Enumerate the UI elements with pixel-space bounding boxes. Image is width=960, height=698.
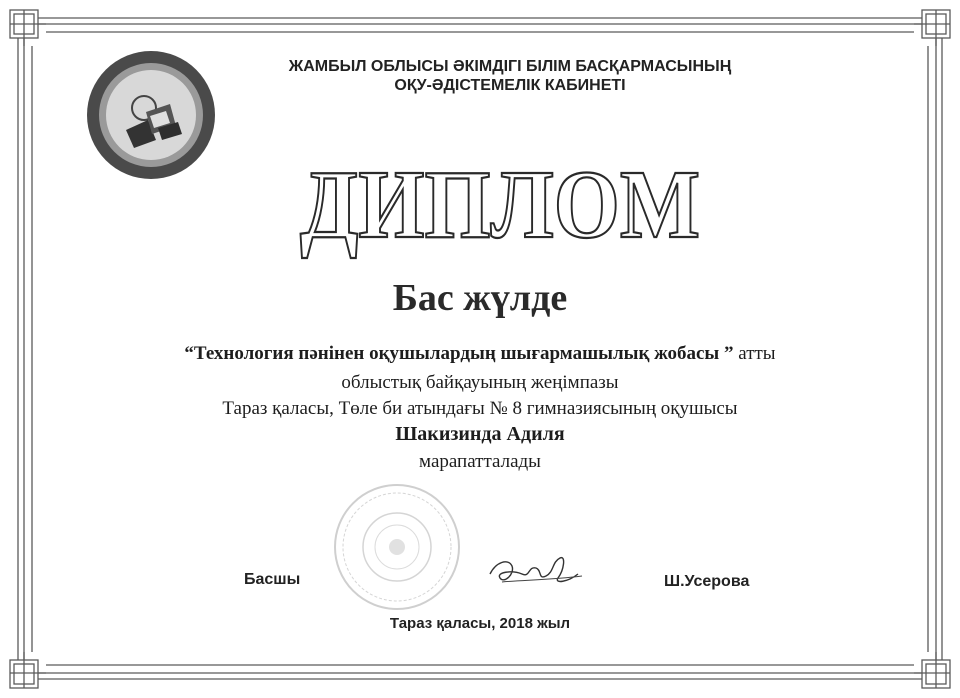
official-seal (332, 482, 462, 612)
signature (482, 544, 592, 594)
school-line: Тараз қаласы, Төле би атындағы № 8 гимназиясының оқушысы (222, 398, 738, 419)
project-title: “Технология пәнінен оқушылардың шығармашылық жобасы ” (184, 343, 734, 364)
org-name-line-1: ЖАМБЫЛ ОБЛЫСЫ ӘКІМДІГІ БІЛІМ БАСҚАРМАСЫНЫҢ (288, 58, 732, 75)
diploma-title (295, 151, 705, 259)
place-date: Тараз қаласы, 2018 жыл (389, 615, 571, 632)
books-emblem-icon (86, 50, 216, 180)
head-label: Басшы (244, 571, 301, 588)
diploma-title-text: ДИПЛОМ (300, 151, 700, 259)
project-suffix: атты (733, 343, 776, 364)
contest-line: облыстық байқауының жеңімпазы (341, 372, 619, 393)
awarded-line: марапатталады (419, 451, 541, 472)
award-title: Бас жүлде (392, 277, 568, 319)
recipient-name: Шакизинда Адиля (395, 423, 565, 445)
project-line (100, 343, 860, 365)
head-name: Ш.Усерова (664, 573, 750, 590)
org-name-line-2: ОҚУ-ӘДІСТЕМЕЛІК КАБИНЕТІ (394, 77, 626, 94)
